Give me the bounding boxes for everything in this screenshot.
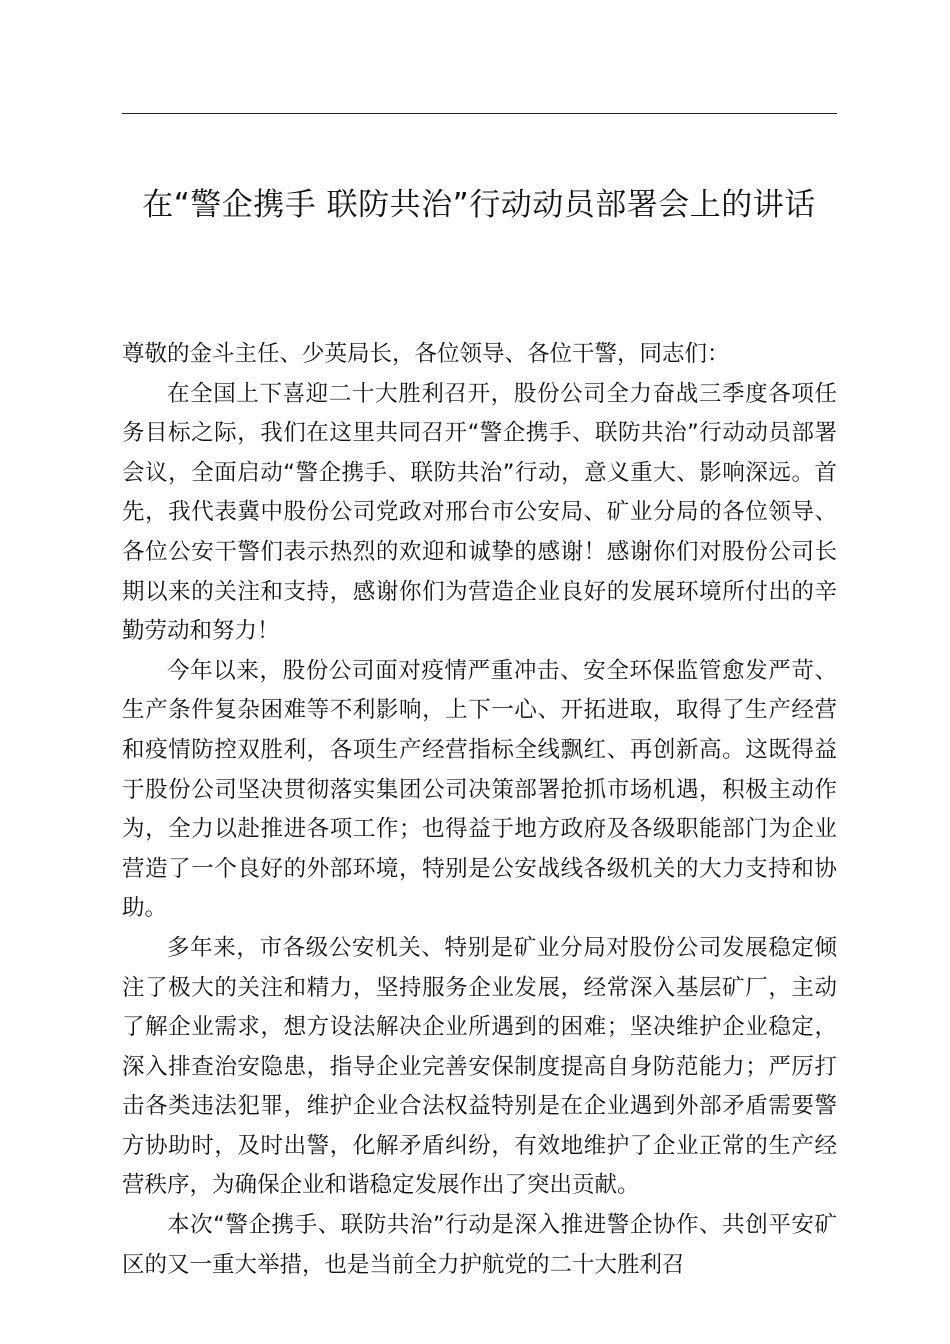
document-title: 在“警企携手 联防共治”行动动员部署会上的讲话 — [142, 187, 816, 223]
document-body — [122, 335, 837, 1285]
paragraph: 今年以来，股份公司面对疫情严重冲击、安全环保监管愈发严苛、生产条件复杂困难等不利影响，上下一心、开拓进取，取得了生产经营和疫情防控双胜利，各项生产经营指标全线飘红、再创新高。这既得益于股份公司坚决贯彻落实集团公司决策部署抢抓市场机遇，积极主动作为，全力以赴推进各项工作；也得益于地方政府及各级职能部门为企业营造了一个良好的外部环境，特别是公安战线各级机关的大力支持和协助。 — [122, 657, 837, 922]
paragraph: 多年来，市各级公安机关、特别是矿业分局对股份公司发展稳定倾注了极大的关注和精力，坚持服务企业发展，经常深入基层矿厂，主动了解企业需求，想方设法解决企业所遇到的困难；坚决维护企业稳定，深入排查治安隐患，指导企业完善安保制度提高自身防范能力；严厉打击各类违法犯罪，维护企业合法权益特别是在企业遇到外部矛盾需要警方协助时，及时出警，化解矛盾纠纷，有效地维护了企业正常的生产经营秩序，为确保企业和谐稳定发展作出了突出贡献。 — [122, 934, 837, 1199]
header-rule — [122, 113, 837, 114]
paragraph: 在全国上下喜迎二十大胜利召开，股份公司全力奋战三季度各项任务目标之际，我们在这里共同召开“警企携手、联防共治”行动动员部署会议，全面启动“警企携手、联防共治”行动，意义重大、影响深远。首先，我代表冀中股份公司党政对邢台市公安局、矿业分局的各位领导、各位公安干警们表示热烈的欢迎和诚挚的感谢！感谢你们对股份公司长期以来的关注和支持，感谢你们为营造企业良好的发展环境所付出的辛勤劳动和努力！ — [122, 380, 837, 645]
salutation: 尊敬的金斗主任、少英局长，各位领导、各位干警，同志们： — [122, 341, 730, 367]
paragraph: 本次“警企携手、联防共治”行动是深入推进警企协作、共创平安矿区的又一重大举措，也是当前全力护航党的二十大胜利召 — [122, 1212, 837, 1278]
